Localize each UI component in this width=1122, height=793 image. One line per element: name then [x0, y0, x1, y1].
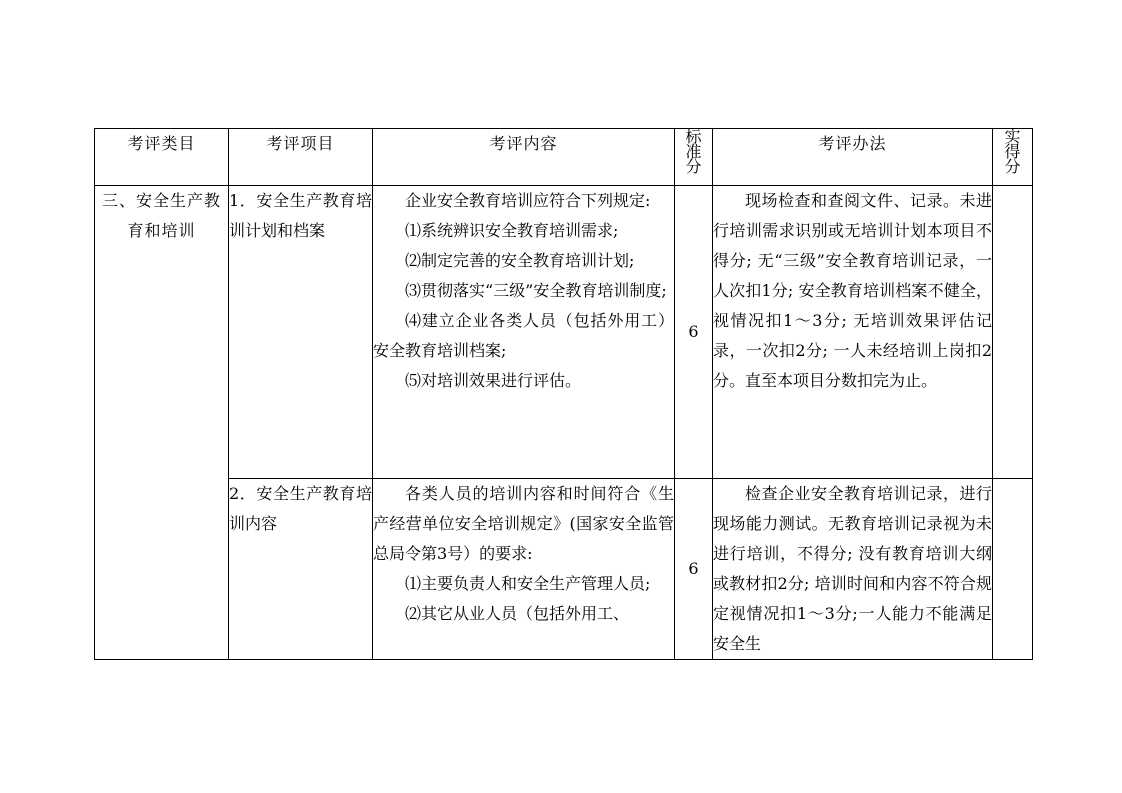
- category-cell: 三、安全生产教育和培训: [95, 186, 229, 660]
- content-item: ⑴主要负责人和安全生产管理人员;: [405, 574, 651, 593]
- score-cell: 6: [675, 479, 713, 660]
- table-row: [95, 186, 1033, 479]
- header-category: 考评类目: [95, 129, 229, 186]
- evaluation-table: [94, 128, 1033, 660]
- content-item: ⑵其它从业人员（包括外用工、: [405, 604, 630, 623]
- table-row: [95, 479, 1033, 660]
- actual-score-cell[interactable]: [993, 186, 1033, 479]
- content-cell: [373, 186, 675, 479]
- method-text: 现场检查和查阅文件、记录。未进行培训需求识别或无培训计划本项目不得分; 无“三级”安全教育培训记录，一人次扣1分; 安全教育培训档案不健全，视情况扣1～3分; 无培训效果评估记录，一次扣2分; 一人未经培训上岗扣2分。直至本项目分数扣完为止。: [713, 191, 992, 390]
- content-item: ⑷建立企业各类人员（包括外用工）安全教育培训档案;: [373, 311, 674, 360]
- method-cell: [713, 479, 993, 660]
- header-row: [95, 129, 1033, 186]
- content-item: ⑴系统辨识安全教育培训需求;: [405, 221, 619, 240]
- score-cell: 6: [675, 186, 713, 479]
- content-intro: 企业安全教育培训应符合下列规定:: [405, 191, 651, 210]
- header-standard-score: 标准分: [675, 129, 713, 186]
- header-actual-score: 实得分: [993, 129, 1033, 186]
- content-item: ⑶贯彻落实“三级”安全教育培训制度;: [405, 281, 667, 300]
- content-intro: 各类人员的培训内容和时间符合《生产经营单位安全培训规定》(国家安全监管总局令第3号）的要求:: [373, 484, 674, 563]
- content-item: ⑵制定完善的安全教育培训计划;: [405, 251, 635, 270]
- header-item: 考评项目: [229, 129, 373, 186]
- method-cell: [713, 186, 993, 479]
- header-method: 考评办法: [713, 129, 993, 186]
- method-text: 检查企业安全教育培训记录，进行现场能力测试。无教育培训记录视为未进行培训，不得分; 没有教育培训大纲或教材扣2分; 培训时间和内容不符合规定视情况扣1～3分;一人能力不能满足安全生: [713, 484, 992, 653]
- content-item: ⑸对培训效果进行评估。: [405, 371, 582, 390]
- item-cell: 1．安全生产教育培训计划和档案: [229, 186, 373, 479]
- actual-score-cell[interactable]: [993, 479, 1033, 660]
- header-content: 考评内容: [373, 129, 675, 186]
- content-cell: [373, 479, 675, 660]
- item-cell: 2．安全生产教育培训内容: [229, 479, 373, 660]
